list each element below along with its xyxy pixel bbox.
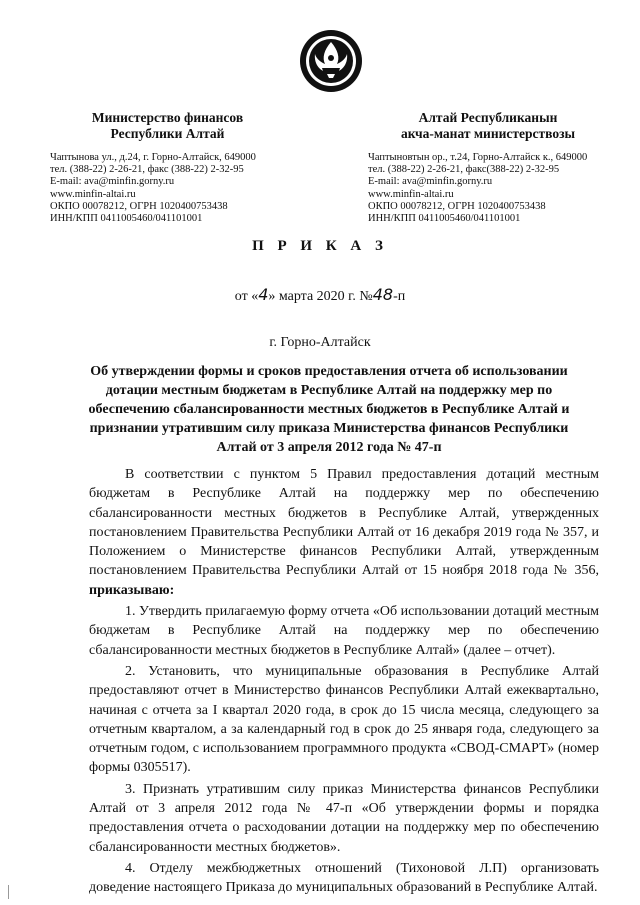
phone-line: тел. (388-22) 2-26-21, факс(388-22) 2-32-95 xyxy=(368,164,560,176)
email-line: E-mail: ava@minfin.gorny.ru xyxy=(368,176,493,188)
order-item-4: 4. Отделу межбюджетных отношений (Тихоновой Л.П) организовать доведение настоящего Приказа до муниципальных образований в Республике Алтай. xyxy=(89,860,599,896)
tax-id-line: ИНН/КПП 0411005460/041101001 xyxy=(50,213,203,225)
org-name-right xyxy=(368,110,608,142)
contact-details-left xyxy=(50,152,320,225)
header-right-block xyxy=(368,110,618,225)
city-line: г. Горно-Алтайск xyxy=(269,335,371,350)
address-line: Чаптыновтын ор., т.24, Горно-Алтайск к., 649000 xyxy=(368,152,588,163)
website-line: www.minfin-altai.ru xyxy=(368,188,454,200)
org-name-line: акча-манат министерствозы xyxy=(400,126,576,141)
org-name-line: Министерство финансов xyxy=(91,110,244,125)
tax-id-line: ИНН/КПП 0411005460/041101001 xyxy=(368,213,521,225)
address-line: Чаптынова ул., д.24, г. Горно-Алтайск, 649000 xyxy=(50,152,256,163)
registry-line: ОКПО 00078212, ОГРН 1020400753438 xyxy=(368,200,546,212)
scan-edge-mark xyxy=(8,885,9,899)
document-title: П Р И К А З xyxy=(252,238,388,254)
order-subject: Об утверждении формы и сроков предоставления отчета об использовании дотации местным бюджетам в Республике Алтай на поддержку мер по обеспечению сбалансированности местных бюджетов в Республике Алтай и признании утратившим силу приказа Министерства финансов Республики Алтай от 3 апреля 2012 года № 47-п xyxy=(88,364,570,455)
order-number-suffix: -п xyxy=(393,289,406,304)
phone-line: тел. (388-22) 2-26-21, факс (388-22) 2-32-95 xyxy=(50,164,244,176)
preamble-paragraph xyxy=(89,465,599,600)
org-name-line: Алтай Республиканын xyxy=(418,110,558,125)
email-line: E-mail: ava@minfin.gorny.ru xyxy=(50,176,175,188)
order-item-1: 1. Утвердить прилагаемую форму отчета «Об использовании дотаций местным бюджетам в Республике Алтай на поддержку мер по обеспечению сбалансированности местных бюджетов в Республике Алтай» (далее – отчет). xyxy=(89,604,599,658)
handwritten-day: 4 xyxy=(258,285,269,304)
date-prefix: от « xyxy=(234,289,259,304)
date-middle: » марта 2020 г. № xyxy=(268,289,373,304)
coat-of-arms-emblem-icon xyxy=(298,28,364,94)
website-line: www.minfin-altai.ru xyxy=(50,188,136,200)
handwritten-order-number: 48 xyxy=(372,285,394,304)
registry-line: ОКПО 00078212, ОГРН 1020400753438 xyxy=(50,200,228,212)
order-item-2: 2. Установить, что муниципальные образования в Республике Алтай предоставляют отчет в Министерство финансов Республики Алтай ежеквартально, начиная с отчета за I квартал 2020 года, в срок до 15 числа месяца, следующего за отчетным кварталом, а за календарный год в срок до 25 января года, следующего за отчетным годом, с использованием программного продукта «СВОД-СМАРТ» (номер формы 0305517). xyxy=(89,663,599,776)
org-name-line: Республики Алтай xyxy=(110,126,225,141)
org-name-left xyxy=(50,110,285,142)
contact-details-right xyxy=(368,152,618,225)
orders-keyword: приказываю: xyxy=(89,582,175,598)
order-date-line xyxy=(0,285,640,305)
header-left-block xyxy=(50,110,320,225)
preamble-text: В соответствии с пунктом 5 Правил предоставления дотаций местным бюджетам в Республике Алтай на поддержку мер по обеспечению сбалансированности местных бюджетов в Республике Алтай, утвержденных постановлением Правительства Республики Алтай от 16 декабря 2019 года № 357, и Положением о Министерстве финансов Республики Алтай, утвержденным постановлением Правительства Республики Алтай от 15 ноября 2018 года № 356, xyxy=(89,467,599,579)
order-item-3: 3. Признать утратившим силу приказ Министерства финансов Республики Алтай от 3 апреля 2012 года № 47-п «Об утверждении формы и порядка предоставления отчета о расходовании дотации на поддержку мер по обеспечению сбалансированности местных бюджетов». xyxy=(89,781,599,855)
order-body xyxy=(89,465,599,898)
